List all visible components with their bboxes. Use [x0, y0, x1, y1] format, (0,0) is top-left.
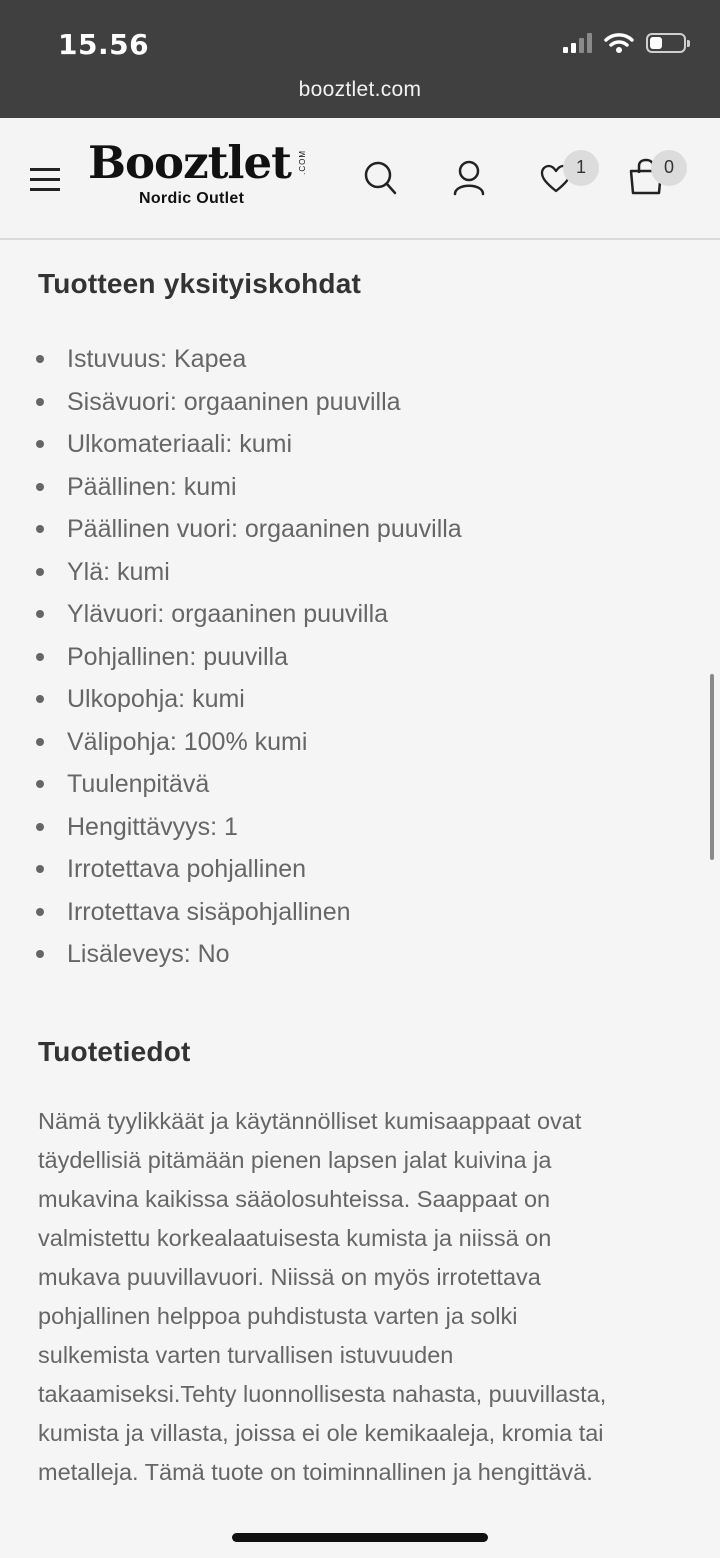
wifi-icon — [604, 32, 634, 54]
product-info-heading: Tuotetiedot — [38, 1036, 191, 1067]
list-item: Pohjallinen: puuvilla — [0, 636, 462, 679]
page-scrollbar[interactable] — [710, 674, 714, 860]
site-header — [0, 118, 720, 240]
cellular-signal-icon — [563, 33, 592, 53]
site-logo[interactable] — [88, 136, 318, 207]
list-item: Irrotettava sisäpohjallinen — [0, 891, 462, 934]
description-line: takaamiseksi.Tehty luonnollisesta nahasta, puuvillasta, — [38, 1381, 607, 1407]
home-indicator[interactable] — [232, 1533, 488, 1542]
logo-wordmark: Booztlet — [88, 136, 291, 189]
list-item: Sisävuori: orgaaninen puuvilla — [0, 381, 462, 424]
list-item: Tuulenpitävä — [0, 763, 462, 806]
list-item: Ylä: kumi — [0, 551, 462, 594]
list-item: Lisäleveys: No — [0, 933, 462, 976]
status-icons — [563, 32, 686, 54]
cart-count-badge: 0 — [651, 150, 687, 186]
description-line: täydellisiä pitämään pienen lapsen jalat kuivina ja — [38, 1147, 552, 1173]
description-line: kumista ja villasta, joissa ei ole kemikaaleja, kromia tai — [38, 1420, 604, 1446]
browser-top-bar — [0, 0, 720, 118]
description-line: mukavina kaikissa sääolosuhteissa. Saappaat on — [38, 1186, 551, 1212]
account-icon[interactable] — [452, 160, 486, 196]
description-line: pohjallinen helppoa puhdistusta varten ja solki — [38, 1303, 518, 1329]
search-icon[interactable] — [363, 160, 397, 196]
list-item: Päällinen vuori: orgaaninen puuvilla — [0, 508, 462, 551]
list-item: Istuvuus: Kapea — [0, 338, 462, 381]
details-list — [0, 338, 462, 976]
description-line: valmistettu korkealaatuisesta kumista ja niissä on — [38, 1225, 552, 1251]
address-bar-url[interactable]: booztlet.com — [298, 78, 422, 101]
description-line: mukava puuvillavuori. Niissä on myös irrotettava — [38, 1264, 541, 1290]
list-item: Välipohja: 100% kumi — [0, 721, 462, 764]
list-item: Hengittävyys: 1 — [0, 806, 462, 849]
product-description — [38, 1102, 688, 1492]
list-item: Ylävuori: orgaaninen puuvilla — [0, 593, 462, 636]
logo-com: .COM — [298, 150, 307, 175]
status-time: 15.56 — [58, 28, 150, 61]
description-line: sulkemista varten turvallisen istuvuuden — [38, 1342, 454, 1368]
wishlist-count-badge: 1 — [563, 150, 599, 186]
logo-tagline: Nordic Outlet — [139, 190, 245, 207]
list-item: Ulkopohja: kumi — [0, 678, 462, 721]
description-line: metalleja. Tämä tuote on toiminnallinen ja hengittävä. — [38, 1459, 593, 1485]
details-heading: Tuotteen yksityiskohdat — [38, 268, 362, 299]
battery-icon — [646, 33, 686, 53]
description-line: Nämä tyylikkäät ja käytännölliset kumisaappaat ovat — [38, 1108, 582, 1134]
hamburger-menu-icon[interactable] — [30, 168, 60, 190]
list-item: Ulkomateriaali: kumi — [0, 423, 462, 466]
list-item: Päällinen: kumi — [0, 466, 462, 509]
list-item: Irrotettava pohjallinen — [0, 848, 462, 891]
